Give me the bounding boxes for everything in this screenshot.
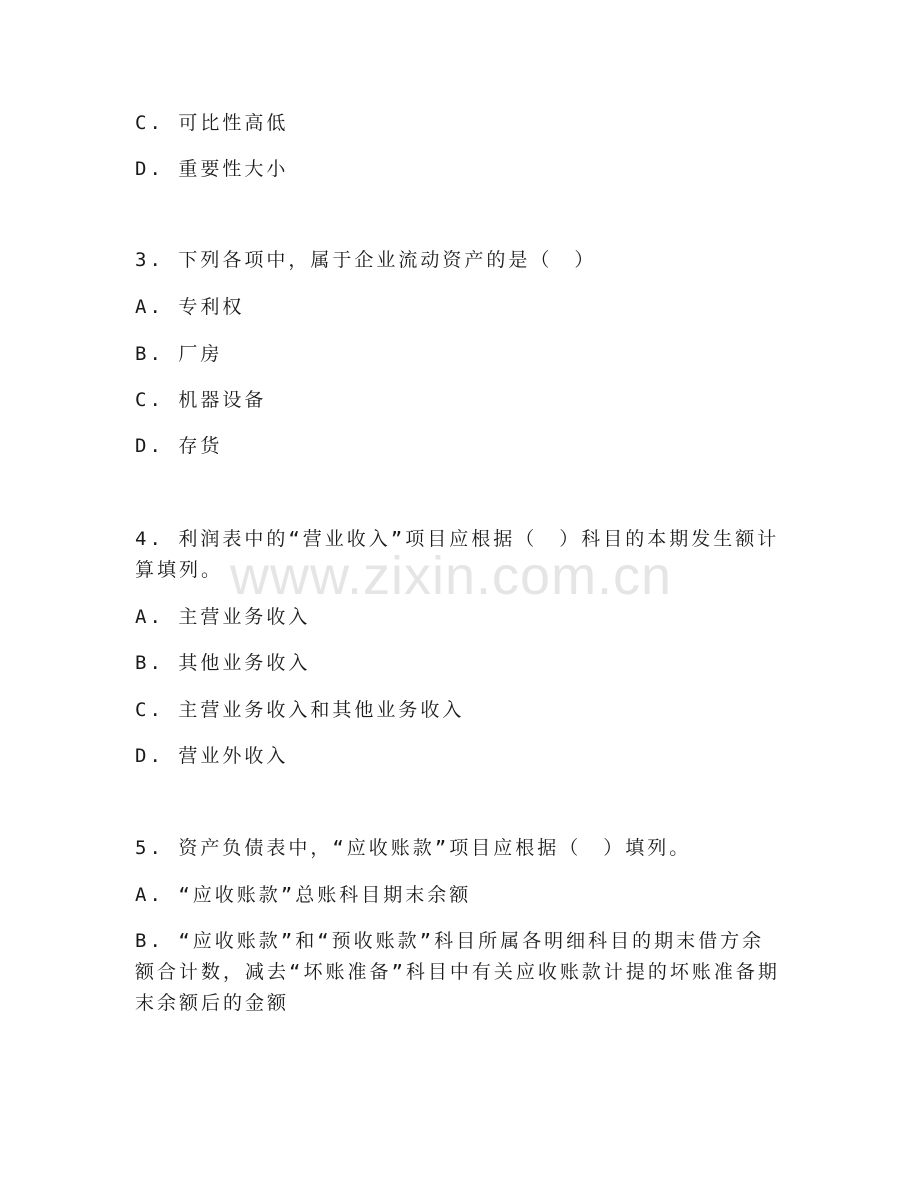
q4-option-a: A. 主营业务收入 (135, 606, 311, 628)
q4-option-c: C. 主营业务收入和其他业务收入 (135, 699, 465, 721)
q3-option-c: C. 机器设备 (135, 389, 267, 411)
q2-option-d: D. 重要性大小 (135, 158, 289, 180)
q5-stem: 5. 资产负债表中，“应收账款”项目应根据（ ）填列。 (135, 837, 692, 859)
q3-option-d: D. 存货 (135, 435, 223, 457)
q3-option-a: A. 专利权 (135, 296, 245, 318)
q5-option-a: A. “应收账款”总账科目期末余额 (135, 884, 472, 906)
watermark: www.zixin.com.cn (230, 546, 673, 606)
q4-option-b: B. 其他业务收入 (135, 652, 311, 674)
q4-stem: 4. 利润表中的“营业收入”项目应根据（ ）科目的本期发生额计算填列。 (135, 528, 780, 581)
q4-option-d: D. 营业外收入 (135, 745, 289, 767)
q2-option-c: C. 可比性高低 (135, 112, 289, 134)
q3-stem: 3. 下列各项中，属于企业流动资产的是（ ） (135, 249, 597, 271)
q5-option-b: B. “应收账款”和“预收账款”科目所属各明细科目的期末借方余额合计数，减去“坏账准备”科目中有关应收账款计提的坏账准备期末余额后的金额 (135, 930, 780, 1014)
q3-option-b: B. 厂房 (135, 343, 223, 365)
